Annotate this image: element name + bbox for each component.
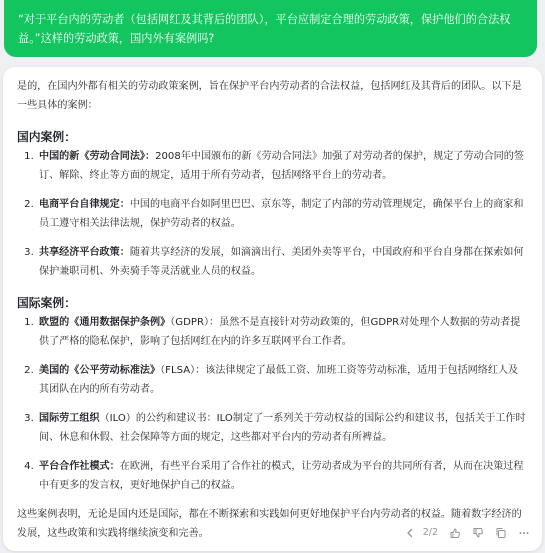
item-title: 中国的新《劳动合同法》： xyxy=(39,151,156,162)
international-case-list xyxy=(17,313,528,495)
item-body: 在欧洲，有些平台采用了合作社的模式，让劳动者成为平台的共同所有者，从而在决策过程中有更多的发言权，更好地保护自己的权益。 xyxy=(39,461,524,491)
page-indicator: 2/2 xyxy=(422,527,438,538)
item-title: 平台合作社模式： xyxy=(39,461,120,472)
list-item xyxy=(37,409,528,447)
chevron-left-icon[interactable] xyxy=(404,526,417,539)
international-heading: 国际案例： xyxy=(17,296,76,310)
item-body: （ILO）的公约和建议书：ILO制定了一系列关于劳动权益的国际公约和建议书，包括关于工作时间、休息和休假、社会保障等方面的规定，这些都对平台内的劳动者有所裨益。 xyxy=(39,413,526,443)
item-body: 随着共享经济的发展，如滴滴出行、美团外卖等平台，中国政府和平台自身都在探索如何保护兼职司机、外卖骑手等灵活就业人员的权益。 xyxy=(39,247,524,277)
item-body: （GDPR）：虽然不是直接针对劳动政策的，但GDPR对处理个人数据的劳动者提供了严格的隐私保护，影响了包括网红在内的许多互联网平台工作者。 xyxy=(39,317,521,347)
list-item xyxy=(37,361,528,399)
domestic-case-list xyxy=(17,147,528,281)
item-title: 电商平台自律规定： xyxy=(39,199,130,210)
answer-intro: 是的，在国内外都有相关的劳动政策案例，旨在保护平台内劳动者的合法权益，包括网红及其背后的团队。以下是一些具体的案例： xyxy=(17,81,522,111)
list-item xyxy=(37,147,528,185)
item-title: 欧盟的《通用数据保护条例》 xyxy=(39,317,171,328)
list-item xyxy=(37,313,528,351)
list-item xyxy=(37,457,528,495)
answer-pager xyxy=(404,523,438,542)
answer-footer-toolbar xyxy=(404,523,530,542)
item-title: 国际劳工组织 xyxy=(39,413,100,424)
more-icon[interactable] xyxy=(517,526,530,539)
copy-icon[interactable] xyxy=(494,526,507,539)
user-message-text: “对于平台内的劳动者（包括网红及其背后的团队），平台应制定合理的劳动政策，保护他们的合法权益。”这样的劳动政策，国内外有案例吗? xyxy=(18,13,511,45)
item-body: 2008年中国颁布的新《劳动合同法》加强了对劳动者的保护，规定了劳动合同的签订、解除、终止等方面的规定，适用于所有劳动者，包括网络平台上的劳动者。 xyxy=(39,151,524,181)
user-message-bubble xyxy=(4,0,537,57)
answer-conclusion: 这些案例表明，无论是国内还是国际，都在不断探索和实践如何更好地保护平台内劳动者的权益。随着数字经济的发展，这些政策和实践将继续演变和完善。 xyxy=(17,509,522,539)
item-body: 中国的电商平台如阿里巴巴、京东等，制定了内部的劳动管理规定，确保平台上的商家和员工遵守相关法律法规，保护劳动者的权益。 xyxy=(39,199,524,229)
assistant-answer-card xyxy=(3,67,542,551)
list-item xyxy=(37,243,528,281)
thumbs-down-icon[interactable] xyxy=(471,526,484,539)
thumbs-up-icon[interactable] xyxy=(448,526,461,539)
domestic-heading: 国内案例： xyxy=(17,130,76,144)
item-title: 美国的《公平劳动标准法》 xyxy=(39,365,161,376)
list-item xyxy=(37,195,528,233)
item-body: （FLSA）：该法律规定了最低工资、加班工资等劳动标准，适用于包括网络红人及其团队在内的所有劳动者。 xyxy=(39,365,519,395)
item-title: 共享经济平台政策： xyxy=(39,247,130,258)
